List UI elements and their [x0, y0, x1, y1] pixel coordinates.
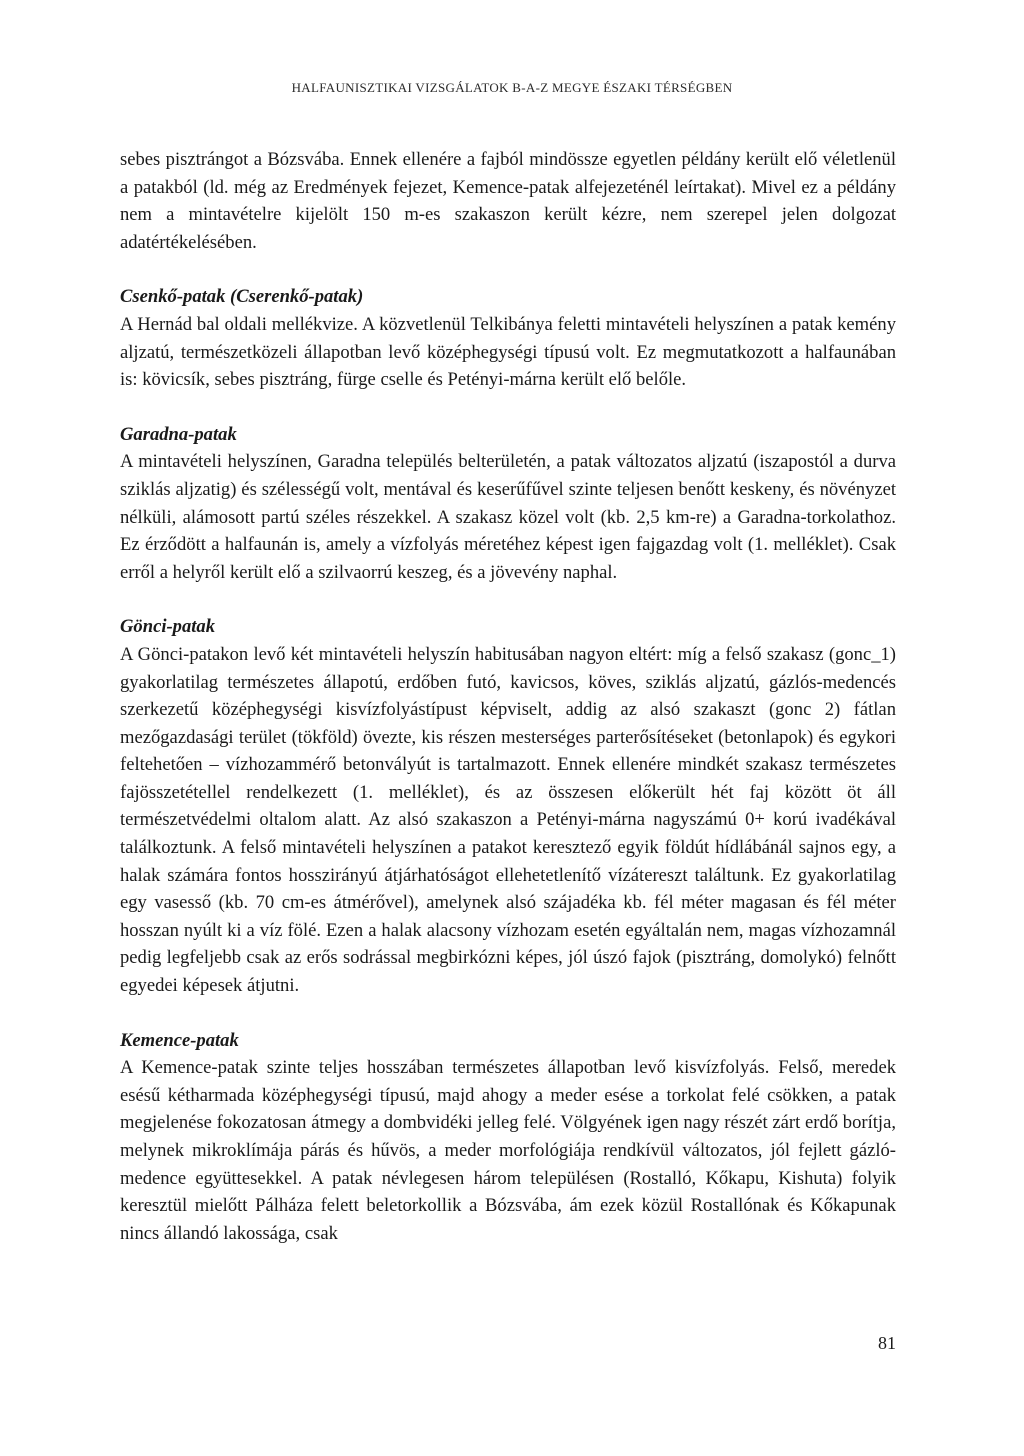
intro-paragraph: sebes pisztrángot a Bózsvába. Ennek ellenére a fajból mindössze egyetlen példány került elő véletlenül a patakból (ld. még az Eredmények fejezet, Kemence-patak alfejezeténél leírtakat). Mivel ez a példány nem a mintavételre kijelölt 150 m-es szakaszon került kézre, nem szerepel jelen dolgozat adatértékelésében. — [120, 149, 896, 253]
section-gonci-patak — [120, 613, 896, 999]
section-body: A Hernád bal oldali mellékvize. A közvetlenül Telkibánya feletti mintavételi helyszínen a patak kemény aljzatú, természetközeli állapotban levő középhegységi típusú volt. Ez megmutatkozott a halfaunában is: kövicsík, sebes pisztráng, fürge cselle és Petényi-márna került elő belőle. — [120, 313, 896, 391]
section-csenko-patak — [120, 283, 896, 393]
section-body: A mintavételi helyszínen, Garadna település belterületén, a patak változatos aljzatú (iszapostól a durva sziklás aljzatig) és szélességű volt, mentával és keserűfűvel szinte teljesen benőtt keskeny, és növényzet nélküli, alámosott partú széles részekkel. A szakasz közel volt (kb. 2,5 km-re) a Garadna-torkolathoz. Ez érződött a halfaunán is, amely a vízfolyás méretéhez képest igen fajgazdag volt (1. melléklet). Csak erről a helyről került elő a szilvaorrú keszeg, és a jövevény naphal. — [120, 451, 896, 583]
section-title: Gönci-patak — [120, 616, 216, 638]
section-title: Kemence-patak — [120, 1029, 239, 1051]
section-garadna-patak — [120, 421, 896, 587]
section-body: A Kemence-patak szinte teljes hosszában természetes állapotban levő kisvízfolyás. Felső, meredek esésű kétharmada középhegységi típusú, majd ahogy a meder esése a torkolat felé csökken, a patak megjelenése fokozatosan átmegy a dombvidéki jelleg felé. Völgyének igen nagy részét zárt erdő borítja, melynek mikroklímája párás és hűvös, a meder morfológiája rendkívül változatos, jól fejlett gázló-medence együttesekkel. A patak névlegesen három településen (Rostalló, Kőkapu, Kishuta) folyik keresztül mielőtt Pálháza felett beletorkollik a Bózsvába, ám ezek közül Rostallónak és Kőkapunak nincs állandó lakossága, csak — [120, 1057, 896, 1244]
section-title: Csenkő-patak (Cserenkő-patak) — [120, 286, 364, 308]
section-kemence-patak — [120, 1027, 896, 1248]
page-number: 81 — [878, 1333, 896, 1353]
section-body: A Gönci-patakon levő két mintavételi helyszín habitusában nagyon eltért: míg a felső szakasz (gonc_1) gyakorlatilag természetes állapotú, erdőben futó, kavicsos, köves, sziklás aljzatú, gázlós-medencés szerkezetű középhegységi kisvízfolyástípust képviselt, addig az alsó szakaszt (gonc 2) fátlan mezőgazdasági terület (tökföld) övezte, kis részen mesterséges parterősítéseket (betonlapok) és egykori feltehetően – vízhozammérő betonvályút is tartalmazott. Ennek ellenére mindkét szakasz természetes fajösszetétellel rendelkezett (1. melléklet), és az összesen előkerült hét faj között öt áll természetvédelmi oltalom alatt. Az alsó szakaszon a Petényi-márna nagyszámú 0+ korú ivadékával találkoztunk. A felső mintavételi helyszínen a patakot keresztező egyik földút hídlábánál sajnos egy, a halak számára fontos hosszirányú átjárhatóságot ellehetetlenítő vízátereszt találtunk. Ez gyakorlatilag egy vasesső (kb. 70 cm-es átmérővel), amelynek alsó szájadéka kb. fél méter magasan és fél méter hosszan nyúlt ki a víz fölé. Ezen a halak alacsony vízhozam esetén egyáltalán nem, magas vízhozamnál pedig legfeljebb csak az erős sodrással megbirkózni képes, jól úszó fajok (pisztráng, domolykó) felnőtt egyedei képesek átjutni. — [120, 643, 896, 997]
running-header: HALFAUNISZTIKAI VIZSGÁLATOK B-A-Z MEGYE ÉSZAKI TÉRSÉGBEN — [291, 80, 733, 95]
page-body — [120, 146, 896, 1247]
section-title: Garadna-patak — [120, 423, 237, 445]
